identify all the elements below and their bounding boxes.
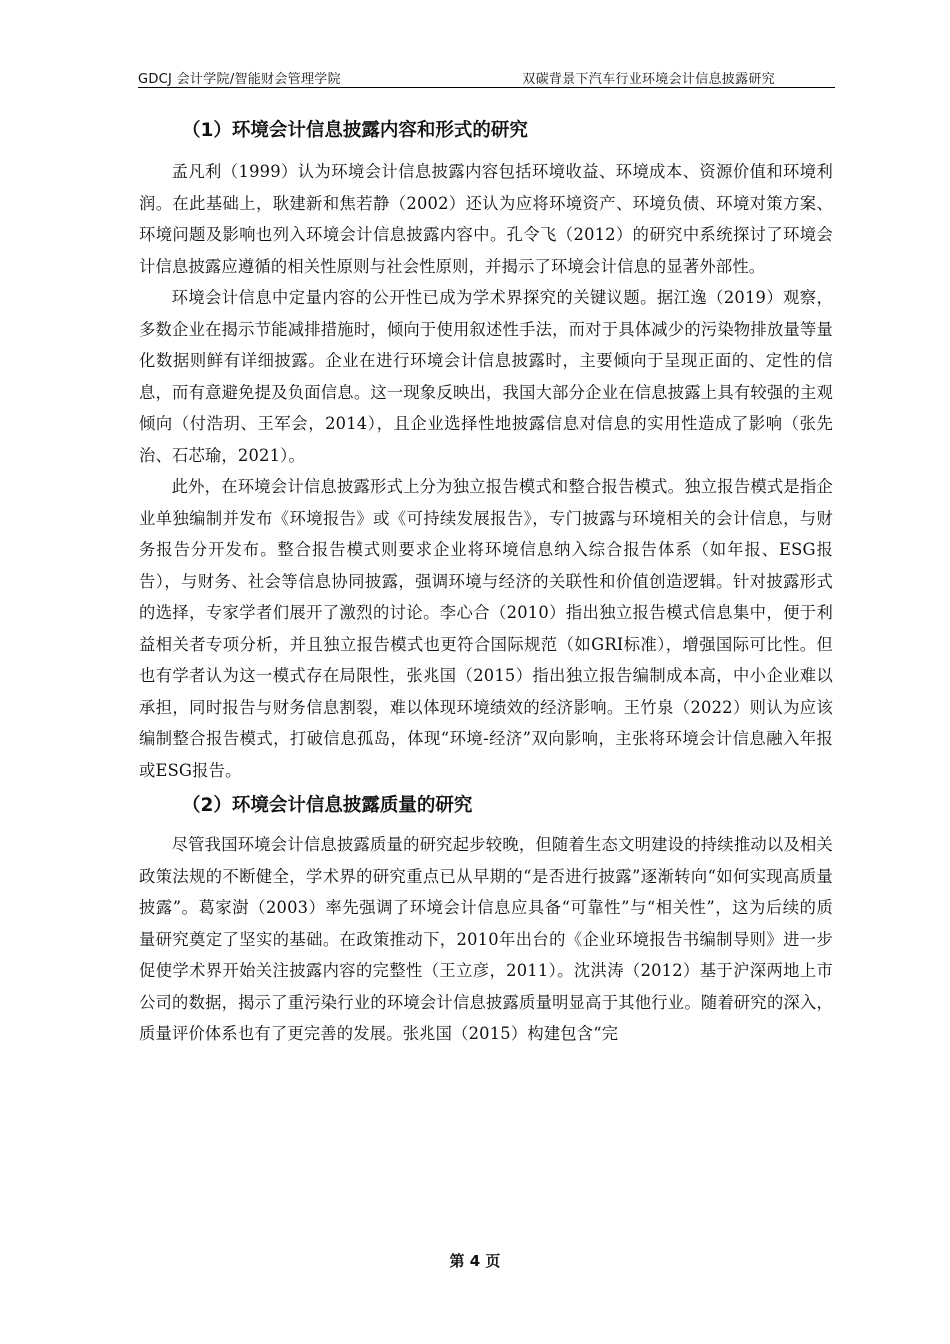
page-body xyxy=(139,119,833,1050)
paragraph: 孟凡利（1999）认为环境会计信息披露内容包括环境收益、环境成本、资源价值和环境利润。在此基础上，耿建新和焦若静（2002）还认为应将环境资产、环境负债、环境对策方案、环境问题及影响也列入环境会计信息披露内容中。孔令飞（2012）的研究中系统探讨了环境会计信息披露应遵循的相关性原则与社会性原则，并揭示了环境会计信息的显著外部性。 xyxy=(139,162,833,276)
section-heading-2: （2）环境会计信息披露质量的研究 xyxy=(182,795,473,816)
paragraph: 此外，在环境会计信息披露形式上分为独立报告模式和整合报告模式。独立报告模式是指企业单独编制并发布《环境报告》或《可持续发展报告》，专门披露与环境相关的会计信息，与财务报告分开发布。整合报告模式则要求企业将环境信息纳入综合报告体系（如年报、ESG报告），与财务、社会等信息协同披露，强调环境与经济的关联性和价值创造逻辑。针对披露形式的选择，专家学者们展开了激烈的讨论。李心合（2010）指出独立报告模式信息集中，便于利益相关者专项分析，并且独立报告模式也更符合国际规范（如GRI标准），增强国际可比性。但也有学者认为这一模式存在局限性，张兆国（2015）指出独立报告编制成本高，中小企业难以承担，同时报告与财务信息割裂，难以体现环境绩效的经济影响。王竹泉（2022）则认为应该编制整合报告模式，打破信息孤岛，体现“环境-经济”双向影响，主张将环境会计信息融入年报或ESG报告。 xyxy=(139,477,833,780)
page-number: 第 4 页 xyxy=(449,1252,501,1270)
section-heading-1: （1）环境会计信息披露内容和形式的研究 xyxy=(182,120,528,141)
page-header xyxy=(138,66,835,88)
paragraph: 环境会计信息中定量内容的公开性已成为学术界探究的关键议题。据江逸（2019）观察，多数企业在揭示节能减排措施时，倾向于使用叙述性手法，而对于具体减少的污染物排放量等量化数据则鲜有详细披露。企业在进行环境会计信息披露时，主要倾向于呈现正面的、定性的信息，而有意避免提及负面信息。这一现象反映出，我国大部分企业在信息披露上具有较强的主观倾向（付浩玥、王军会，2014），且企业选择性地披露信息对信息的实用性造成了影响（张先治、石芯瑜，2021）。 xyxy=(139,288,833,465)
header-right-text: 双碳背景下汽车行业环境会计信息披露研究 xyxy=(522,72,775,87)
paragraph: 尽管我国环境会计信息披露质量的研究起步较晚，但随着生态文明建设的持续推动以及相关政策法规的不断健全，学术界的研究重点已从早期的“是否进行披露”逐渐转向“如何实现高质量披露”。葛家澍（2003）率先强调了环境会计信息应具备“可靠性”与“相关性”，这为后续的质量研究奠定了坚实的基础。在政策推动下，2010年出台的《企业环境报告书编制导则》进一步促使学术界开始关注披露内容的完整性（王立彦，2011）。沈洪涛（2012）基于沪深两地上市公司的数据，揭示了重污染行业的环境会计信息披露质量明显高于其他行业。随着研究的深入，质量评价体系也有了更完善的发展。张兆国（2015）构建包含“完 xyxy=(139,835,833,1043)
header-left-text: GDCJ 会计学院/智能财会管理学院 xyxy=(138,72,341,87)
header-divider xyxy=(138,87,835,88)
